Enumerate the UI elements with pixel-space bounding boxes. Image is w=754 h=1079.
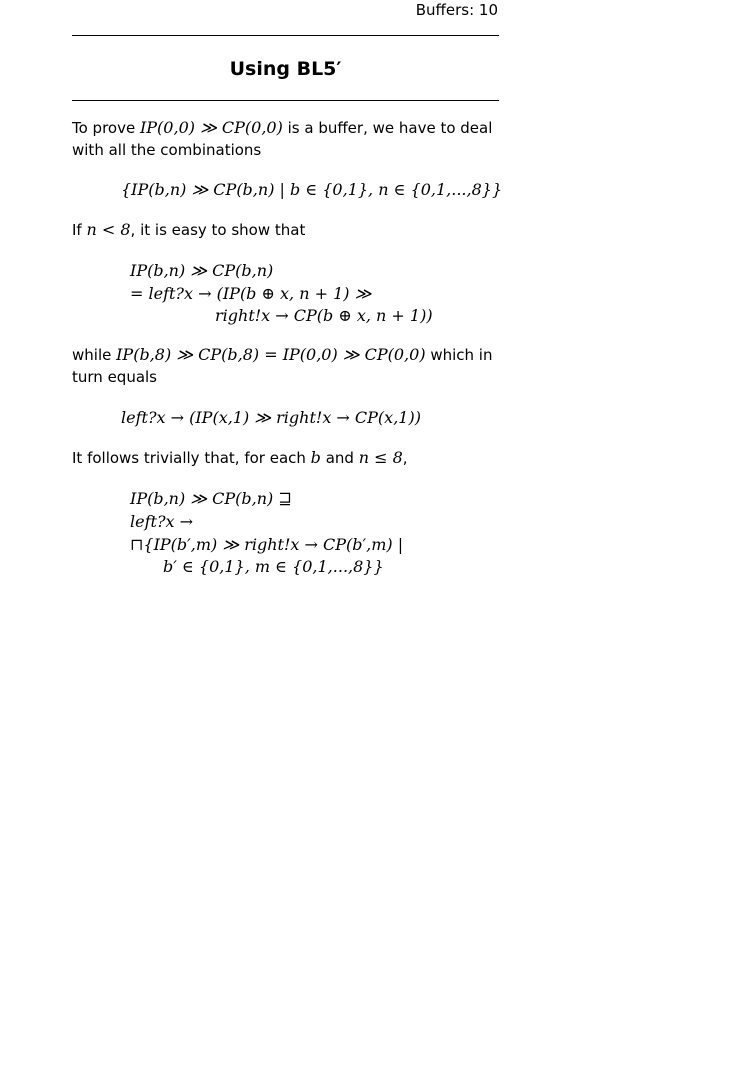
equation-equals: left?x → (IP(x,1) ≫ right!x → CP(x,1)) (121, 408, 421, 427)
text: turn equals (72, 368, 157, 386)
equation-line: right!x → CP(b ⊕ x, n + 1)) (215, 306, 433, 325)
equation-combinations: {IP(b,n) ≫ CP(b,n) | b ∈ {0,1}, n ∈ {0,1,...,8}} (121, 180, 503, 199)
text: is a buffer, we have to deal (282, 119, 493, 137)
text: while (72, 346, 117, 364)
header-rule (72, 35, 499, 36)
equation-line: b′ ∈ {0,1}, m ∈ {0,1,...,8}} (163, 557, 384, 576)
text: , it is easy to show that (130, 221, 306, 239)
equation-line: = left?x → (IP(b ⊕ x, n + 1) ≫ (130, 284, 372, 303)
text: To prove (72, 119, 140, 137)
text: which in (425, 346, 493, 364)
equation-line: IP(b,n) ≫ CP(b,n) (130, 261, 274, 280)
math-inline: b (310, 448, 321, 467)
paragraph-condition (72, 219, 502, 241)
text: , (402, 449, 408, 467)
page-header: Buffers: 10 (415, 1, 498, 19)
text: and (320, 449, 359, 467)
paragraph-intro (72, 117, 502, 161)
math-inline: n ≤ 8 (358, 448, 403, 467)
math-inline: n < 8 (86, 220, 131, 239)
text: If (72, 221, 87, 239)
math-inline: IP(b,8) ≫ CP(b,8) = IP(0,0) ≫ CP(0,0) (116, 345, 426, 364)
slide-title: Using BL5′ (229, 58, 342, 80)
equation-line: left?x → (130, 512, 194, 531)
text: It follows trivially that, for each (72, 449, 311, 467)
paragraph-follows (72, 447, 502, 469)
equation-line: ⊓{IP(b′,m) ≫ right!x → CP(b′,m) | (130, 535, 404, 554)
title-rule (72, 100, 499, 101)
text: with all the combinations (72, 141, 262, 159)
paragraph-while (72, 344, 502, 388)
equation-line: IP(b,n) ≫ CP(b,n) ⊒ (130, 489, 292, 508)
math-inline: IP(0,0) ≫ CP(0,0) (139, 118, 283, 137)
